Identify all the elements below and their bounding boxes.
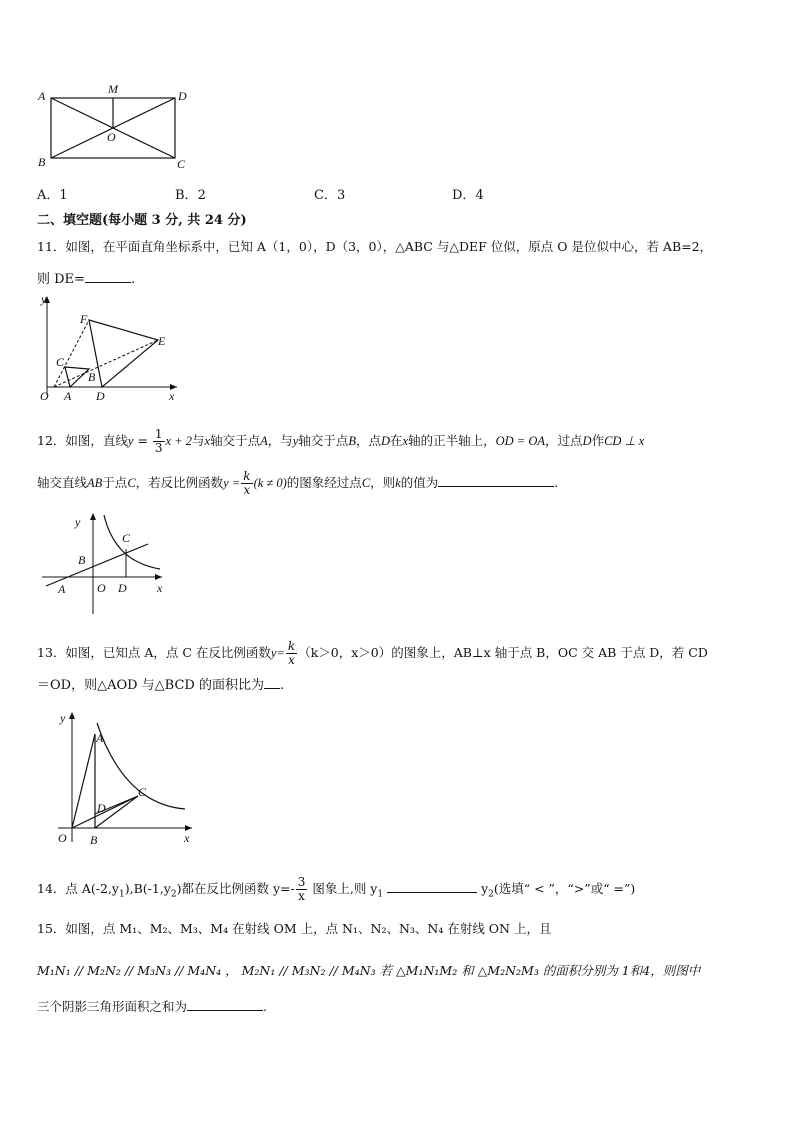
q11-label-x: x <box>169 389 175 402</box>
q13-label-y: y <box>60 711 66 725</box>
q13-label-b: B <box>90 833 98 847</box>
q15-line3: 三个阴影三角形面积之和为 . <box>37 999 267 1014</box>
fraction: $\frac{3}{x}$ <box>297 875 306 903</box>
option-d: D．4 <box>452 188 484 203</box>
q13-label-a: A <box>96 731 104 745</box>
q11-figure <box>34 290 184 402</box>
q13-line1: 13．如图，已知点 A，点 C 在反比例函数y= $\frac{k}{x}$ （k＞0，x＞0）的图象上，AB⊥x 轴于点 B，OC 交 AB 于点 D，若 CD <box>37 639 708 667</box>
q14-line: 14．点 $A(-2,y_1),B(-1,y_2)$都在反比例函数 y=- $\frac{3}{x}$ 图象上,则 $y_1$ $y_2$(选填“ < ”，“>”或“ =”) <box>37 875 636 903</box>
q13-line2: ＝OD，则△AOD 与△BCD 的面积比为 . <box>37 678 285 693</box>
q13-label-x: x <box>184 831 190 845</box>
q11-label-b: B <box>88 370 96 384</box>
q15-line1: 15．如图，点 M₁、M₂、M₃、M₄ 在射线 OM 上，点 N₁、N₂、N₃、N₄ 在射线 ON 上，且 <box>37 921 552 936</box>
q12-label-y: y <box>75 515 81 529</box>
q12-label-b: B <box>78 553 86 567</box>
q11-line2: 则 DE= . <box>37 272 136 287</box>
answer-blank <box>387 880 477 893</box>
q13-label-d: D <box>97 801 106 815</box>
q11-label-y: y <box>41 292 47 306</box>
q12-figure <box>38 510 170 620</box>
q15-line2: M₁N₁ // M₂N₂ // M₃N₃ // M₄N₄ ， M₂N₁ // M₃N₂ // M₄N₃ 若 △M₁N₁M₂ 和 △M₂N₂M₃ 的面积分别为 1和4，则图中 <box>37 963 701 978</box>
q11-label-e: E <box>158 334 166 348</box>
label-c: C <box>177 157 186 171</box>
answer-blank <box>187 998 263 1011</box>
q12-label-x: x <box>157 581 163 595</box>
label-o: O <box>107 130 116 144</box>
q11-label-d: D <box>96 389 105 402</box>
q11-label-o: O <box>40 389 49 402</box>
q12-line1: 12．如图，直线y = $\frac{1}{3}$ x + 2与x轴交于点A，与y轴交于点B，点D在x轴的正半轴上，OD = OA，过点D作CD ⊥ x <box>37 427 645 455</box>
q12-label-a: A <box>58 582 66 596</box>
fraction: $\frac{k}{x}$ <box>287 639 296 667</box>
fraction: $\frac{k}{x}$ <box>243 469 251 497</box>
answer-blank <box>438 474 554 487</box>
label-b: B <box>38 155 46 169</box>
option-b: B．2 <box>175 188 206 203</box>
q13-label-c: C <box>138 785 147 799</box>
fraction: $\frac{1}{3}$ <box>154 427 163 455</box>
label-a: A <box>38 89 46 103</box>
q12-line2: 轴交直线AB于点C，若反比例函数y = $\frac{k}{x}$ (k ≠ 0)的图象经过点C，则k的值为 . <box>37 469 559 497</box>
label-d: D <box>178 89 187 103</box>
rectangle-figure <box>34 80 204 172</box>
q12-label-d: D <box>118 581 127 595</box>
answer-blank <box>85 270 131 283</box>
section-heading: 二、填空题(每小题 3 分, 共 24 分) <box>37 213 247 228</box>
option-a: A．1 <box>37 188 68 203</box>
q11-label-c: C <box>56 355 65 369</box>
q12-label-o: O <box>97 581 106 595</box>
q13-figure <box>52 708 200 850</box>
q13-label-o: O <box>58 831 67 845</box>
q11-line1: 11．如图，在平面直角坐标系中，已知 A（1，0），D（3，0），△ABC 与△DEF 位似，原点 O 是位似中心，若 AB=2， <box>37 239 713 254</box>
answer-blank <box>264 676 280 689</box>
option-c: C．3 <box>314 188 346 203</box>
q11-label-a: A <box>64 389 72 402</box>
q12-label-c: C <box>122 531 131 545</box>
q11-label-f: F <box>80 312 88 326</box>
label-m: M <box>108 82 118 96</box>
